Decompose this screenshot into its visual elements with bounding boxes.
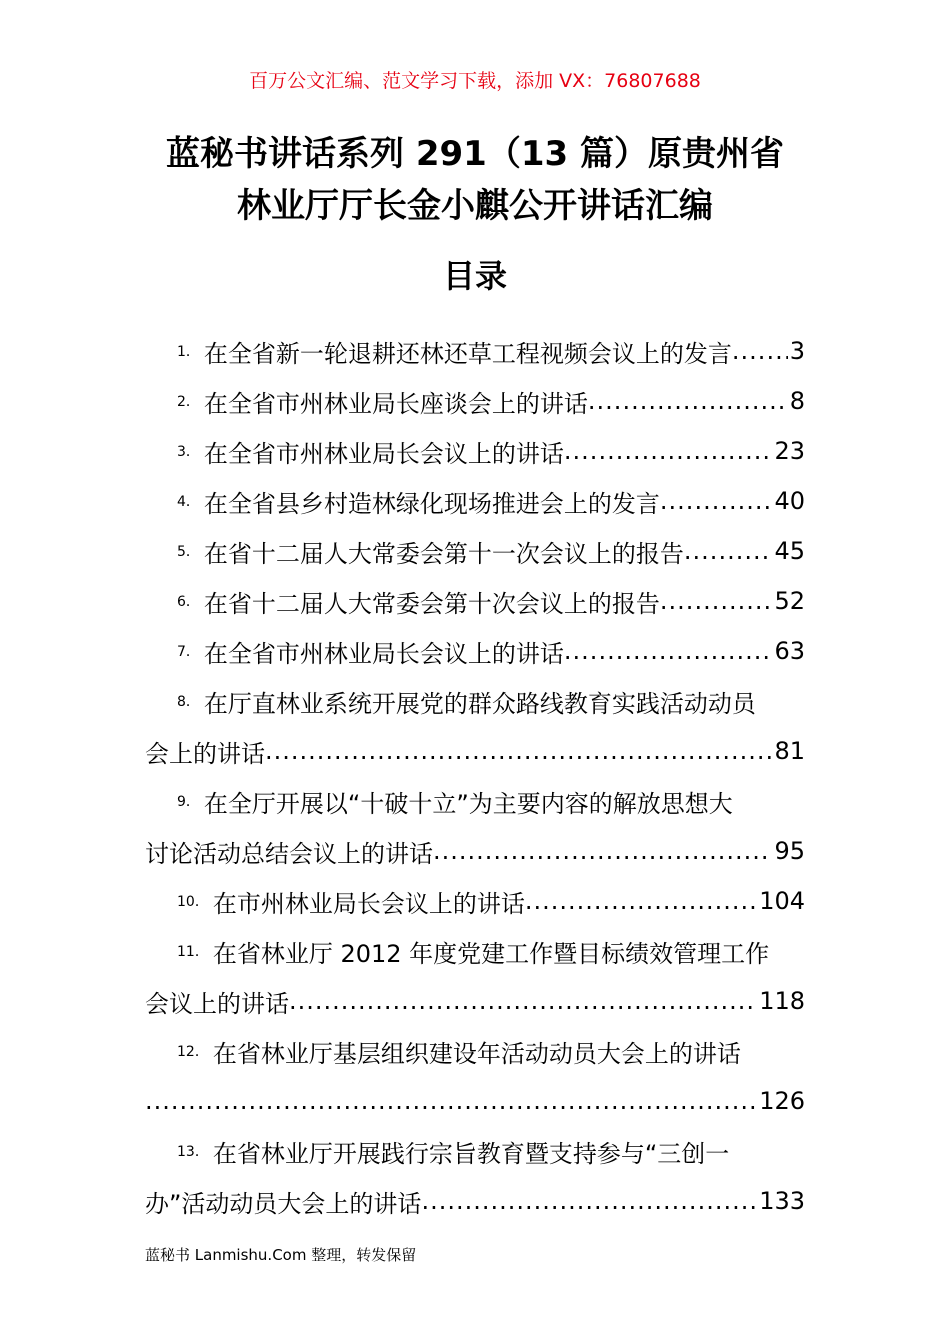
toc-entry-number: 11．	[177, 944, 209, 960]
toc-leader-dots	[660, 587, 773, 615]
toc-entry-number: 3．	[177, 444, 200, 460]
toc-entry	[145, 576, 805, 626]
toc-entry-continuation	[145, 976, 805, 1026]
toc-entry	[145, 1126, 805, 1176]
toc-entry	[145, 376, 805, 426]
toc-entry	[145, 1026, 805, 1076]
toc-page-number: 126	[759, 1087, 805, 1115]
toc-entry-title: 在省十二届人大常委会第十一次会议上的报告	[203, 539, 684, 568]
toc-entry-number: 13．	[177, 1144, 209, 1160]
toc-page-number: 133	[759, 1187, 805, 1215]
toc-entry-number: 2．	[177, 394, 200, 410]
toc-page-number: 52	[774, 587, 805, 615]
toc-leader-dots	[684, 537, 773, 565]
toc-entry-title: 在市州林业局长会议上的讲话	[212, 889, 525, 918]
toc-entry-number: 1．	[177, 344, 200, 360]
toc-entry-title: 在省十二届人大常委会第十次会议上的报告	[203, 589, 660, 618]
document-title	[0, 128, 950, 232]
toc-entry-title: 在省林业厅开展践行宗旨教育暨支持参与“三创一	[212, 1139, 730, 1168]
toc-entry-title: 在全省县乡村造林绿化现场推进会上的发言	[203, 489, 660, 518]
table-of-contents	[145, 326, 805, 1226]
toc-leader-dots	[564, 437, 773, 465]
toc-entry	[145, 526, 805, 576]
toc-leader-dots	[660, 487, 773, 515]
toc-entry-title: 在省林业厅基层组织建设年活动动员大会上的讲话	[212, 1039, 741, 1068]
toc-entry	[145, 926, 805, 976]
toc-entry	[145, 876, 805, 926]
toc-page-number: 63	[774, 637, 805, 665]
toc-leader-dots	[732, 337, 788, 365]
toc-entry-continuation	[145, 1076, 805, 1126]
toc-page-number: 40	[774, 487, 805, 515]
footer-note: 蓝秘书 Lanmishu.Com 整理，转发保留	[145, 1246, 417, 1264]
toc-page-number: 118	[759, 987, 805, 1015]
toc-page-number: 104	[759, 887, 805, 915]
toc-entry-continuation	[145, 726, 805, 776]
header-note: 百万公文汇编、范文学习下载，添加 VX：76807688	[249, 70, 701, 92]
toc-page-number: 23	[774, 437, 805, 465]
toc-page-number: 95	[774, 837, 805, 865]
toc-entry-number: 5．	[177, 544, 200, 560]
toc-entry-number: 9．	[177, 794, 200, 810]
toc-leader-dots	[289, 987, 757, 1015]
toc-entry	[145, 776, 805, 826]
toc-entry-title: 在全省新一轮退耕还林还草工程视频会议上的发言	[203, 339, 732, 368]
toc-entry	[145, 326, 805, 376]
toc-entry-title: 讨论活动总结会议上的讲话	[145, 839, 433, 868]
toc-entry-number: 10．	[177, 894, 209, 910]
toc-entry-continuation	[145, 826, 805, 876]
toc-leader-dots	[265, 737, 772, 765]
toc-entry	[145, 476, 805, 526]
toc-entry-number: 8．	[177, 694, 200, 710]
toc-leader-dots	[433, 837, 772, 865]
toc-entry-number: 12．	[177, 1044, 209, 1060]
toc-entry-continuation	[145, 1176, 805, 1226]
toc-entry	[145, 426, 805, 476]
toc-leader-dots	[525, 887, 757, 915]
toc-entry	[145, 626, 805, 676]
toc-entry-title: 在省林业厅 2012 年度党建工作暨目标绩效管理工作	[212, 939, 770, 968]
toc-page-number: 8	[789, 387, 805, 415]
toc-leader-dots	[564, 637, 773, 665]
title-line-2: 林业厅厅长金小麒公开讲话汇编	[237, 186, 713, 226]
toc-entry	[145, 676, 805, 726]
toc-entry-number: 6．	[177, 594, 200, 610]
toc-page-number: 45	[774, 537, 805, 565]
toc-entry-title: 在厅直林业系统开展党的群众路线教育实践活动动员	[203, 689, 756, 718]
toc-entry-title: 在全省市州林业局长会议上的讲话	[203, 639, 564, 668]
toc-leader-dots	[421, 1187, 757, 1215]
toc-page-number: 3	[789, 337, 805, 365]
toc-entry-title: 办”活动动员大会上的讲话	[145, 1189, 422, 1218]
toc-entry-title: 在全省市州林业局长座谈会上的讲话	[203, 389, 588, 418]
toc-entry-number: 4．	[177, 494, 200, 510]
toc-leader-dots	[145, 1087, 757, 1115]
title-line-1: 蓝秘书讲话系列 291（13 篇）原贵州省	[166, 134, 784, 174]
toc-leader-dots	[588, 387, 788, 415]
toc-entry-number: 7．	[177, 644, 200, 660]
toc-heading: 目录	[442, 257, 507, 295]
toc-entry-title: 会议上的讲话	[145, 989, 289, 1018]
toc-page-number: 81	[774, 737, 805, 765]
toc-entry-title: 会上的讲话	[145, 739, 265, 768]
toc-entry-title: 在全省市州林业局长会议上的讲话	[203, 439, 564, 468]
toc-entry-title: 在全厅开展以“十破十立”为主要内容的解放思想大	[203, 789, 733, 818]
